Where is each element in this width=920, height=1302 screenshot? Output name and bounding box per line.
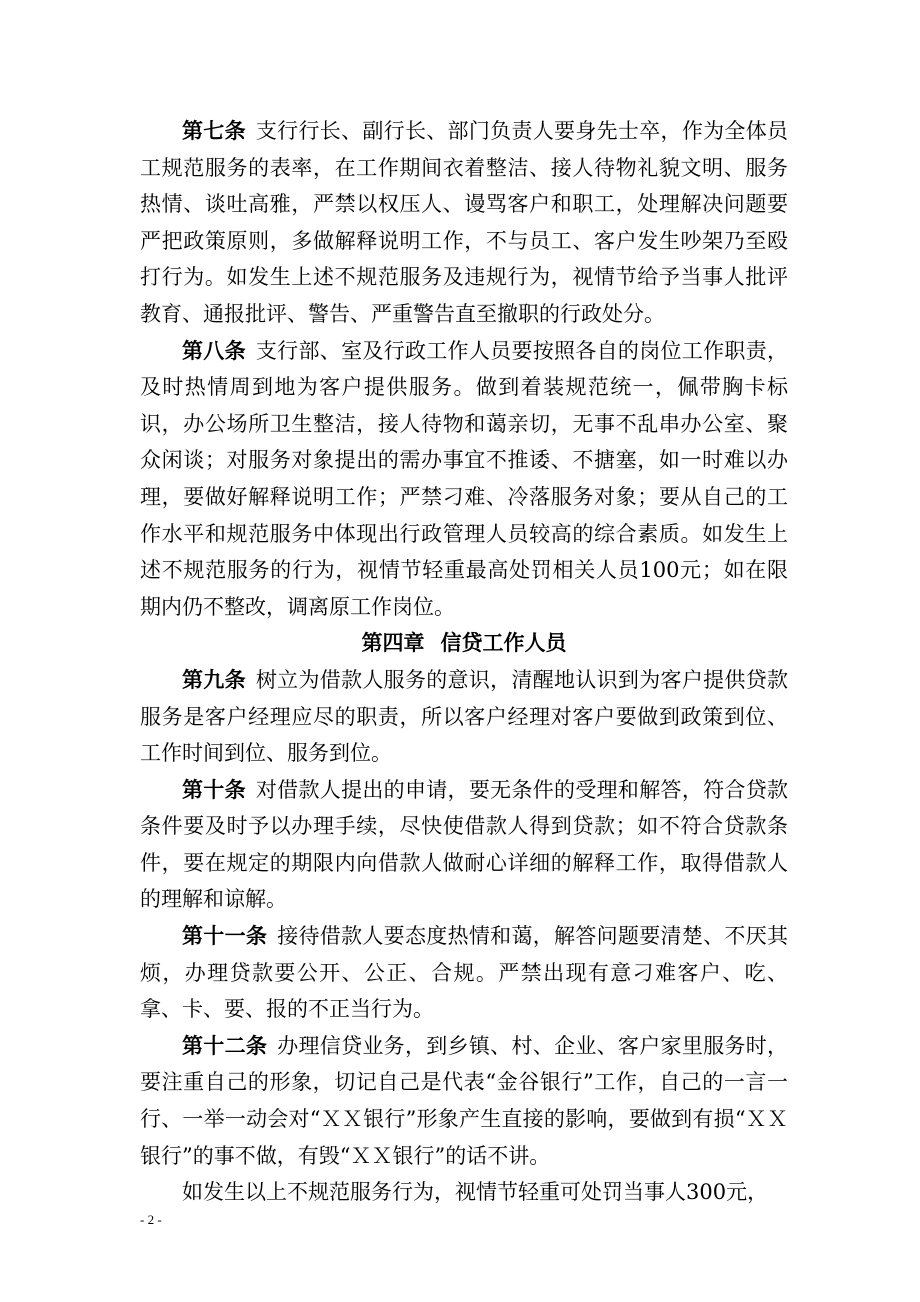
closing-paragraph: 如发生以上不规范服务行为，视情节轻重可处罚当事人300元， bbox=[182, 1180, 769, 1205]
article-12 bbox=[140, 1028, 788, 1174]
document-body bbox=[140, 113, 788, 1211]
article-10-text: 对借款人提出的申请，要无条件的受理和解答，符合贷款条件要及时予以办理手续，尽快使借款人得到贷款；如不符合贷款条件，要在规定的期限内向借款人做耐心详细的解释工作，取得借款人的理解和谅解。 bbox=[140, 777, 788, 912]
article-9 bbox=[140, 662, 788, 772]
article-11-text: 接待借款人要态度热情和蔼，解答问题要清楚、不厌其烦，办理贷款要公开、公正、合规。严禁出现有意刁难客户、吃、拿、卡、要、报的不正当行为。 bbox=[140, 924, 789, 1022]
chapter-heading bbox=[140, 625, 788, 662]
article-7-text: 支行行长、副行长、部门负责人要身先士卒，作为全体员工规范服务的表率，在工作期间衣着整洁、接人待物礼貌文明、服务热情、谈吐高雅，严禁以权压人、谩骂客户和职工，处理解决问题要严把政策原则，多做解释说明工作，不与员工、客户发生吵架乃至殴打行为。如发生上述不规范服务及违规行为，视情节给予当事人批评教育、通报批评、警告、严重警告直至撤职的行政处分。 bbox=[140, 119, 788, 326]
page-number: - 2 - bbox=[140, 1212, 162, 1227]
article-10 bbox=[140, 772, 788, 918]
article-8 bbox=[140, 333, 788, 626]
article-7-label: 第七条 bbox=[182, 118, 246, 143]
article-11 bbox=[140, 918, 788, 1028]
article-12-label: 第十二条 bbox=[182, 1032, 268, 1058]
article-10-label: 第十条 bbox=[182, 776, 246, 802]
article-11-label: 第十一条 bbox=[182, 923, 268, 949]
article-12-text: 办理信贷业务，到乡镇、村、企业、客户家里服务时，要注重自己的形象，切记自己是代表“金谷银行”工作，自己的一言一行、一举一动会对“ＸＸ银行”形象产生直接的影响，要做到有损“ＸＸ银行”的事不做，有毁“ＸＸ银行”的话不讲。 bbox=[140, 1033, 789, 1168]
chapter-title: 信贷工作人员 bbox=[440, 631, 567, 656]
article-8-label: 第八条 bbox=[182, 337, 246, 363]
article-9-label: 第九条 bbox=[182, 666, 246, 692]
chapter-number: 第四章 bbox=[361, 631, 425, 656]
article-8-text: 支行部、室及行政工作人员要按照各自的岗位工作职责，及时热情周到地为客户提供服务。做到着装规范统一，佩带胸卡标识，办公场所卫生整洁，接人待物和蔼亲切，无事不乱串办公室、聚众闲谈；对服务对象提出的需办事宜不推诿、不搪塞，如一时难以办理，要做好解释说明工作；严禁刁难、冷落服务对象；要从自己的工作水平和规范服务中体现出行政管理人员较高的综合素质。如发生上述不规范服务的行为，视情节轻重最高处罚相关人员100元；如在限期内仍不整改，调离原工作岗位。 bbox=[140, 338, 788, 619]
article-9-text: 树立为借款人服务的意识，清醒地认识到为客户提供贷款服务是客户经理应尽的职责，所以客户经理对客户要做到政策到位、工作时间到位、服务到位。 bbox=[140, 667, 788, 766]
article-7 bbox=[140, 113, 788, 333]
